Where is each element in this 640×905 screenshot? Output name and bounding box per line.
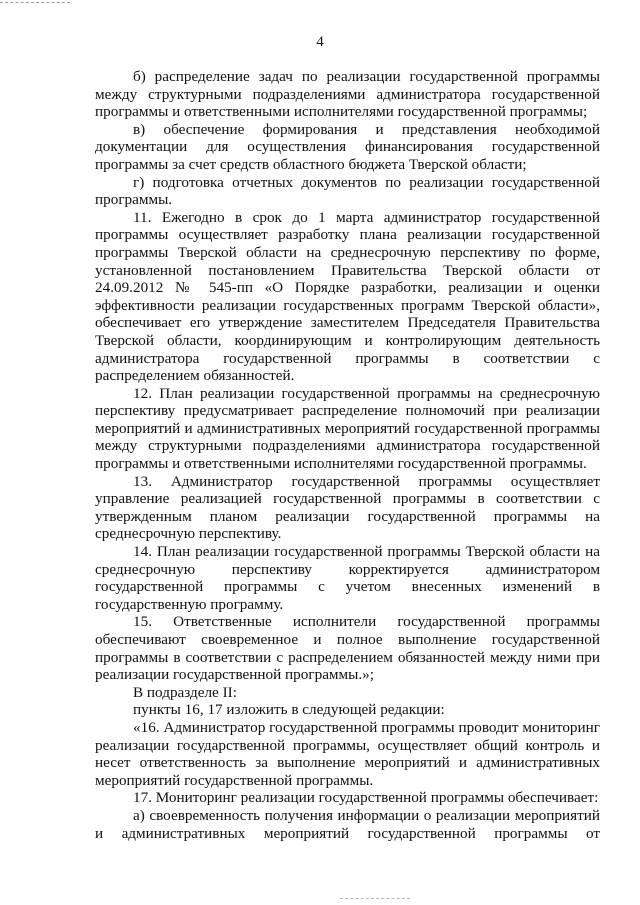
paragraph-v: в) обеспечение формирования и представления необходимой документации для осуществления финансирования государственной программы за счет средств областного бюджета Тверской области; (95, 120, 600, 173)
paragraph-points-16-17: пункты 16, 17 изложить в следующей редакции: (133, 701, 445, 719)
paragraph-16: «16. Администратор государственной программы проводит мониторинг реализации государственной программы, осуществляет общий контроль и несет ответственность за выполнение мероприятий и административных мероприятий государственной программы. (95, 718, 600, 789)
page-number: 4 (316, 34, 324, 50)
paragraph-13: 13. Администратор государственной программы осуществляет управление реализацией государственной программы в соответствии с утвержденным планом реализации государственной программы на среднесрочную перспективу. (95, 472, 600, 543)
paragraph-a: а) своевременность получения информации о реализации мероприятий и административных мероприятий государственной программы от (95, 806, 600, 842)
paragraph-17: 17. Мониторинг реализации государственной программы обеспечивает: (133, 789, 599, 807)
scan-edge-mark-bottom (340, 898, 410, 902)
document-body (95, 68, 600, 842)
paragraph-11: 11. Ежегодно в срок до 1 марта администратор государственной программы осуществляет разработку плана реализации государственной программы Тверской области на среднесрочную перспективу по форме, установленной постановлением Правительства Тверской области от 24.09.2012 № 545-пп «О Порядке разработки, реализации и оценки эффективности реализации государственных программ Тверской области», обеспечивает его утверждение заместителем Председателя Правительства Тверской области, координирующим и контролирующим деятельность администратора государственной программы в соответствии с распределением обязанностей. (95, 208, 600, 385)
paragraph-14: 14. План реализации государственной программы Тверской области на среднесрочную перспективу корректируется администратором государственной программы с учетом внесенных изменений в государственную программу. (95, 543, 600, 613)
paragraph-15: 15. Ответственные исполнители государственной программы обеспечивают своевременное и полное выполнение государственной программы в соответствии с распределением обязанностей между ними при реализации государственной программы.»; (95, 613, 600, 684)
paragraph-g: г) подготовка отчетных документов по реализации государственной программы. (95, 173, 600, 209)
paragraph-b: б) распределение задач по реализации государственной программы между структурными подразделениями администратора государственной программы и ответственными исполнителями государственной программы; (95, 68, 600, 121)
paragraph-subsection-ii: В подразделе II: (133, 683, 237, 701)
paragraph-12: 12. План реализации государственной программы на среднесрочную перспективу предусматривает распределение полномочий при реализации мероприятий и административных мероприятий государственной программы между структурными подразделениями администратора государственной программы и ответственными исполнителями государственной программы. (95, 384, 600, 473)
scan-edge-mark (0, 2, 70, 6)
